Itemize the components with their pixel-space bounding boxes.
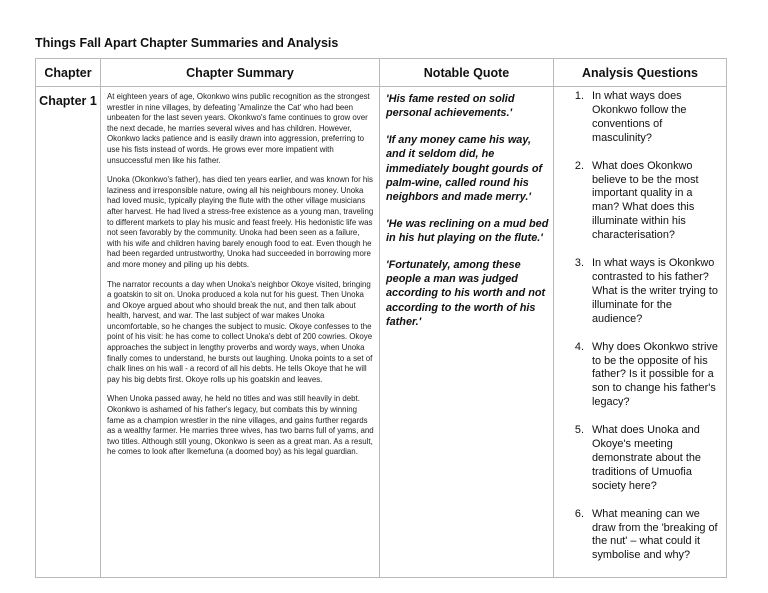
analysis-question (558, 508, 722, 564)
question-text: In what ways does Okonkwo follow the conventions of masculinity? (592, 90, 687, 144)
analysis-question (558, 341, 722, 411)
question-number: 3. (574, 257, 584, 270)
analysis-question (558, 90, 722, 146)
question-text: What meaning can we draw from the 'breaking of the nut' – what could it symbolise and why? (592, 507, 718, 562)
header-chapter-summary: Chapter Summary (101, 59, 380, 87)
analysis-question (558, 257, 722, 327)
header-chapter: Chapter (36, 59, 101, 87)
header-notable-quote: Notable Quote (380, 59, 554, 87)
header-analysis-questions: Analysis Questions (554, 59, 727, 87)
chapter-summary-cell (101, 87, 380, 578)
summary-paragraph: When Unoka passed away, he held no titles and was still heavily in debt. Okonkwo is ashamed of his father's legacy, but combats this by winning fame as a champion wrestler in the nine villages, and gains further regards as a wealthy farmer. He marries three wives, has two barns full of yams, and two titles. Although still young, Okonkwo is seen as a great man. As a result, he comes to look after Ikemefuna (a doomed boy) as his legal guardian. (107, 394, 374, 457)
question-number: 4. (574, 340, 584, 353)
document-title: Things Fall Apart Chapter Summaries and Analysis (35, 36, 339, 50)
table-row (36, 87, 727, 578)
chapter-label: Chapter 1 (36, 87, 101, 578)
question-number: 1. (574, 90, 584, 102)
analysis-question (558, 160, 722, 243)
notable-quote-cell (380, 87, 554, 578)
question-number: 5. (574, 424, 584, 437)
question-text: What does Okonkwo believe to be the most important quality in a man? What does this illuminate within his characterisation? (592, 159, 699, 242)
notable-quote: 'Fortunately, among these people a man was judged according to his worth and not according to the worth of his father.' (386, 258, 546, 329)
summary-paragraph: The narrator recounts a day when Unoka's neighbor Okoye visited, bringing a goatskin to sit on. Unoka produced a kola nut for his guest. Then Unoka and Okoye argued about who should break the nut, and then talk about health, harvest, and war. The last subject of war makes Unoka uncomfortable, so he changes the subject to music. Okoye confesses to the point of his visit: he has come to collect Unoka's debt of 200 cowries. Okoye approaches the subject in lengthy proverbs and wordy ways, when Unoka finally comes to understand, he bursts out laughing. Unoka points to a set of chalk lines on his wall - a record of all his debts. He tells Okoye that he will pay his big debts first. Okoye rolls up his goatskin and leaves. (107, 279, 373, 384)
question-number: 6. (574, 507, 584, 520)
notable-quote: 'His fame rested on solid personal achievements.' (386, 93, 515, 120)
table-header-row (36, 59, 727, 87)
analysis-questions-cell (554, 87, 727, 578)
question-text: Why does Okonkwo strive to be the opposite of his father? Is it possible for a son to change his father's legacy? (592, 340, 718, 409)
question-number: 2. (574, 159, 584, 172)
notable-quote: 'If any money came his way, and it seldom did, he immediately bought gourds of palm-wine, called round his neighbors and made merry.' (386, 133, 543, 204)
chapter-summary-table (35, 58, 727, 578)
analysis-question-list (558, 90, 722, 563)
summary-paragraph: Unoka (Okonkwo's father), has died ten years earlier, and was known for his laziness and irresponsible nature, owing all his neighbours money. Unoka had loved music, typically playing the flute with the other village musicians after harvest. He had lived a stress-free existence as a young man, traveling to different markets to play his music and feast freely. His hedonistic life was not seen favorably by the community. Unoka had been seen as a failure, with his wife and children having barely enough food to eat. Even though he had been regarded untrustworthy, Unoka had succeeded in borrowing more and more money and piling up his debts. (107, 175, 374, 269)
question-text: What does Unoka and Okoye's meeting demonstrate about the traditions of Umuofia society here? (592, 424, 701, 492)
analysis-question (558, 424, 722, 494)
question-text: In what ways is Okonkwo contrasted to his father? What is the writer trying to illuminate for the audience? (592, 257, 718, 325)
notable-quote: 'He was reclining on a mud bed in his hut playing on the flute.' (386, 217, 549, 245)
summary-paragraph: At eighteen years of age, Okonkwo wins public recognition as the strongest wrestler in nine villages, by defeating 'Amalinze the Cat' who had been unbeaten for the last seven years. Okonkwo's fame continues to grow over the next decade, he marries several wives and has children. However, Okonkwo lacks patience and is easily drawn into aggression, preferring to use his fists instead of words. He grows ever more impatient with unsuccessful men like his father. (107, 92, 370, 165)
